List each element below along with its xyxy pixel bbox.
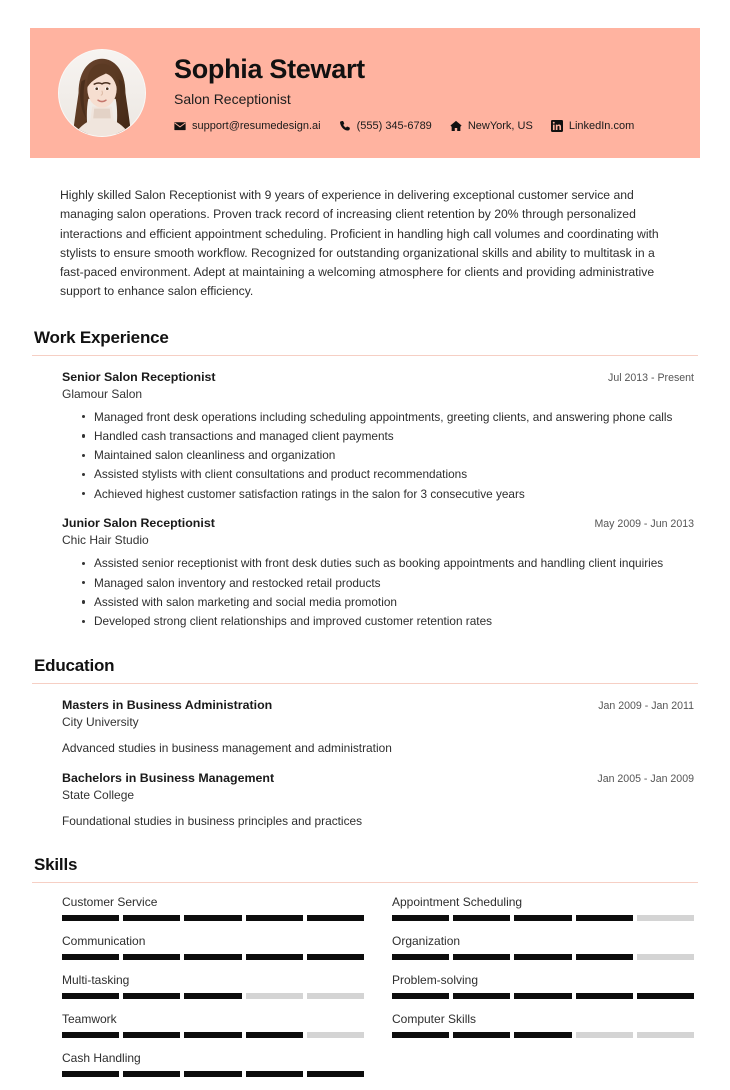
skill-level-bar <box>392 1032 694 1038</box>
work-entry <box>32 370 698 503</box>
bullet-item: Achieved highest customer satisfaction ratings in the salon for 3 consecutive years <box>82 486 694 503</box>
skill-label: Computer Skills <box>392 1012 477 1027</box>
work-entry-org: Chic Hair Studio <box>62 533 149 548</box>
education-entry-header <box>62 771 694 785</box>
skill-level-bar <box>62 954 364 960</box>
education-entry-title: Bachelors in Business Management <box>62 770 275 785</box>
skill-label: Teamwork <box>62 1012 117 1027</box>
resume-body <box>0 186 730 1090</box>
skill-level-segment <box>576 915 633 921</box>
skill-level-segment <box>123 993 180 999</box>
section-skills <box>32 855 698 1090</box>
bullet-item: Assisted senior receptionist with front desk duties such as booking appointments and handling client inquiries <box>82 555 694 572</box>
section-title-education: Education <box>34 655 115 675</box>
skill-item <box>62 973 364 999</box>
skill-level-segment <box>637 1032 694 1038</box>
contact-email-text: support@resumedesign.ai <box>192 120 321 133</box>
work-entry-bullets <box>62 409 694 503</box>
bullet-item: Maintained salon cleanliness and organization <box>82 447 694 464</box>
phone-icon <box>339 120 351 132</box>
header-text-block <box>174 54 700 133</box>
contact-linkedin[interactable] <box>551 120 634 132</box>
skill-level-segment <box>307 993 364 999</box>
resume-page <box>0 28 730 1066</box>
skill-level-segment <box>453 1032 510 1038</box>
work-entry-date: Jul 2013 - Present <box>608 371 694 384</box>
skill-level-segment <box>123 915 180 921</box>
skill-label: Customer Service <box>62 895 158 910</box>
work-entry <box>32 516 698 630</box>
skill-level-segment <box>184 1071 241 1077</box>
education-entry <box>32 771 698 830</box>
skill-level-segment <box>62 1032 119 1038</box>
section-divider <box>32 355 698 356</box>
skill-level-segment <box>62 993 119 999</box>
skill-item <box>62 934 364 960</box>
education-entry-date: Jan 2009 - Jan 2011 <box>598 699 694 712</box>
skill-level-bar <box>62 1032 364 1038</box>
skill-level-segment <box>246 1071 303 1077</box>
skill-level-segment <box>392 993 449 999</box>
section-education <box>32 656 698 829</box>
section-divider <box>32 882 698 883</box>
skill-level-segment <box>246 915 303 921</box>
bullet-item: Handled cash transactions and managed client payments <box>82 428 694 445</box>
skills-grid <box>32 895 698 1090</box>
contact-phone[interactable] <box>339 120 432 132</box>
envelope-icon <box>174 120 186 132</box>
skill-level-bar <box>392 915 694 921</box>
work-entry-bullets <box>62 555 694 630</box>
skill-level-segment <box>453 993 510 999</box>
skill-level-segment <box>453 915 510 921</box>
skill-item <box>392 934 694 960</box>
education-entry-school: State College <box>62 787 135 802</box>
skill-level-segment <box>637 915 694 921</box>
skill-level-segment <box>514 954 571 960</box>
work-entry-header <box>62 516 694 530</box>
skill-level-segment <box>392 915 449 921</box>
education-entry-title: Masters in Business Administration <box>62 697 273 712</box>
skill-label: Problem-solving <box>392 973 479 988</box>
skill-level-segment <box>637 993 694 999</box>
skill-level-segment <box>62 954 119 960</box>
skill-level-segment <box>514 993 571 999</box>
education-entry <box>32 698 698 757</box>
skill-level-segment <box>123 1032 180 1038</box>
skill-level-segment <box>514 915 571 921</box>
bullet-item: Managed front desk operations including scheduling appointments, greeting clients, and answering phone calls <box>82 409 694 426</box>
section-work-experience <box>32 328 698 630</box>
contact-location[interactable] <box>450 120 533 132</box>
linkedin-icon <box>551 120 563 132</box>
bullet-item: Managed salon inventory and restocked retail products <box>82 575 694 592</box>
contact-email[interactable] <box>174 120 321 132</box>
page-title: Sophia Stewart <box>174 53 365 84</box>
skill-level-segment <box>246 1032 303 1038</box>
contact-linkedin-text: LinkedIn.com <box>568 120 635 133</box>
work-entry-title: Senior Salon Receptionist <box>62 369 216 384</box>
contact-location-text: NewYork, US <box>467 120 533 133</box>
skill-level-bar <box>392 954 694 960</box>
bullet-item: Developed strong client relationships and improved customer retention rates <box>82 613 694 630</box>
skill-label: Multi-tasking <box>62 973 130 988</box>
section-title-skills: Skills <box>34 855 78 875</box>
skill-label: Communication <box>62 934 146 949</box>
work-entry-title: Junior Salon Receptionist <box>62 516 215 531</box>
skill-label: Cash Handling <box>62 1051 141 1066</box>
skill-level-segment <box>307 1071 364 1077</box>
skill-level-segment <box>184 915 241 921</box>
skill-item <box>392 973 694 999</box>
skill-level-segment <box>576 993 633 999</box>
work-entry-header <box>62 370 694 384</box>
skill-level-segment <box>453 954 510 960</box>
professional-summary: Highly skilled Salon Receptionist with 9 years of experience in delivering exceptional customer service and managing salon operations. Proven track record of increasing client retention by 20% through personalized interactions and efficient appointment scheduling. Proficient in handling high call volumes and coordinating with stylists to ensure smooth workflow. Recognized for outstanding organizational skills and ability to multitask in a fast-paced environment. Adept at maintaining a welcoming atmosphere for clients and providing administrative support to enhance salon efficiency. <box>60 188 659 299</box>
skill-item <box>62 1051 364 1077</box>
skill-level-segment <box>246 954 303 960</box>
skill-level-segment <box>392 954 449 960</box>
skill-level-segment <box>62 915 119 921</box>
skill-level-segment <box>576 954 633 960</box>
skill-level-segment <box>307 915 364 921</box>
contact-phone-text: (555) 345-6789 <box>356 120 432 133</box>
work-entry-date: May 2009 - Jun 2013 <box>594 518 694 531</box>
skill-label: Appointment Scheduling <box>392 895 523 910</box>
skill-label: Organization <box>392 934 461 949</box>
work-entry-org: Glamour Salon <box>62 386 143 401</box>
skill-item <box>392 1012 694 1038</box>
skill-level-segment <box>62 1071 119 1077</box>
skill-level-segment <box>184 993 241 999</box>
skill-level-bar <box>62 915 364 921</box>
education-entry-description: Advanced studies in business management and administration <box>62 740 392 755</box>
skill-level-bar <box>392 993 694 999</box>
education-entry-date: Jan 2005 - Jan 2009 <box>597 772 694 785</box>
skill-level-bar <box>62 993 364 999</box>
skill-level-segment <box>576 1032 633 1038</box>
skill-level-segment <box>123 1071 180 1077</box>
education-entry-description: Foundational studies in business principles and practices <box>62 813 363 828</box>
skill-level-segment <box>307 954 364 960</box>
section-divider <box>32 683 698 684</box>
skill-level-segment <box>184 1032 241 1038</box>
skill-level-segment <box>246 993 303 999</box>
contact-list <box>174 120 680 132</box>
avatar <box>58 49 146 137</box>
job-title: Salon Receptionist <box>174 90 291 107</box>
bullet-item: Assisted with salon marketing and social media promotion <box>82 594 694 611</box>
skill-level-segment <box>514 1032 571 1038</box>
skill-level-bar <box>62 1071 364 1077</box>
skill-level-segment <box>184 954 241 960</box>
home-icon <box>450 120 462 132</box>
section-title-work-experience: Work Experience <box>34 327 169 347</box>
skill-item <box>392 895 694 921</box>
education-entry-school: City University <box>62 714 139 729</box>
bullet-item: Assisted stylists with client consultations and product recommendations <box>82 466 694 483</box>
skill-item <box>62 1012 364 1038</box>
skill-level-segment <box>637 954 694 960</box>
resume-header <box>30 28 700 158</box>
skill-level-segment <box>392 1032 449 1038</box>
skill-level-segment <box>123 954 180 960</box>
skill-item <box>62 895 364 921</box>
education-entry-header <box>62 698 694 712</box>
skill-level-segment <box>307 1032 364 1038</box>
